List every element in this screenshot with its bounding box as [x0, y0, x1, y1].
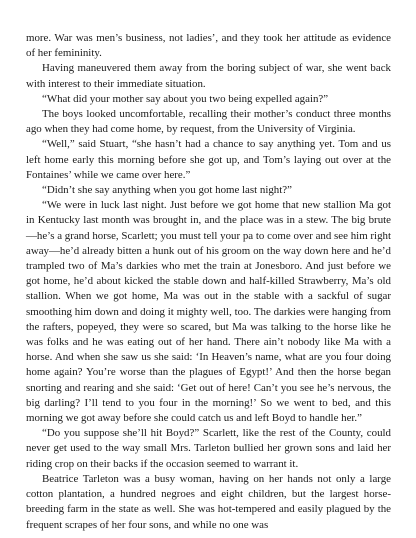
paragraph: The boys looked uncomfortable, recalling their mother’s conduct three months ago when they had come home, by request, from the University of Virginia. [26, 108, 391, 136]
dialogue-paragraph: “What did your mother say about you two being expelled again?” [42, 92, 329, 105]
paragraph: Beatrice Tarleton was a busy woman, having on her hands not only a large cotton plantation, a hundred negroes and eight children, but the largest horse-breeding farm in the state as well. She was hot-tempered and easily plagued by the frequent scrapes of her four sons, and while no one was [26, 472, 391, 531]
dialogue-paragraph: “Didn’t she say anything when you got home last night?” [42, 184, 292, 197]
dialogue-paragraph: “Well,” said Stuart, “she hasn’t had a chance to say anything yet. Tom and us left home early this morning before she got up, and Tom’s laying out over at the Fontaines’ while we came over here.” [26, 138, 391, 181]
paragraph-continuation: more. War was men’s business, not ladies’, and they took her attitude as evidence of her femininity. [26, 32, 391, 60]
paragraph: Having maneuvered them away from the boring subject of war, she went back with interest to their immediate situation. [26, 62, 391, 90]
dialogue-paragraph: “We were in luck last night. Just before we got home that new stallion Ma got in Kentucky last month was brought in, and the place was in a stew. The big brute—he’s a grand horse, Scarlett; you must tell your pa to come over and see him right away—he’d already bitten a hunk out of his groom on the way down here and he’d trampled two of Ma’s darkies who met the train at Jonesboro. And just before we got home, he’d about kicked the stable down and half-killed Strawberry, Ma’s old stallion. When we got home, Ma was out in the stable with a sackful of sugar smoothing him down and doing it mighty well, too. The darkies were hanging from the rafters, popeyed, they were so scared, but Ma was talking to the horse like he was folks and he was eating out of her hand. There ain’t nobody like Ma with a horse. And when she saw us she said: ‘In Heaven’s name, what are you four doing home again? You’re worse than the plagues of Egypt!’ And then the horse began snorting and rearing and she said: ‘Get out of here! Can’t you see he’s nervous, the big darling? I’ll tend to you four in the morning!’ So we went to bed, and this morning we got away before she could catch us and left Boyd to handle her.” [26, 199, 391, 425]
dialogue-paragraph: “Do you suppose she’ll hit Boyd?” Scarlett, like the rest of the County, could never get used to the way small Mrs. Tarleton bullied her grown sons and laid her riding crop on their backs if the occasion seemed to warrant it. [26, 427, 391, 470]
